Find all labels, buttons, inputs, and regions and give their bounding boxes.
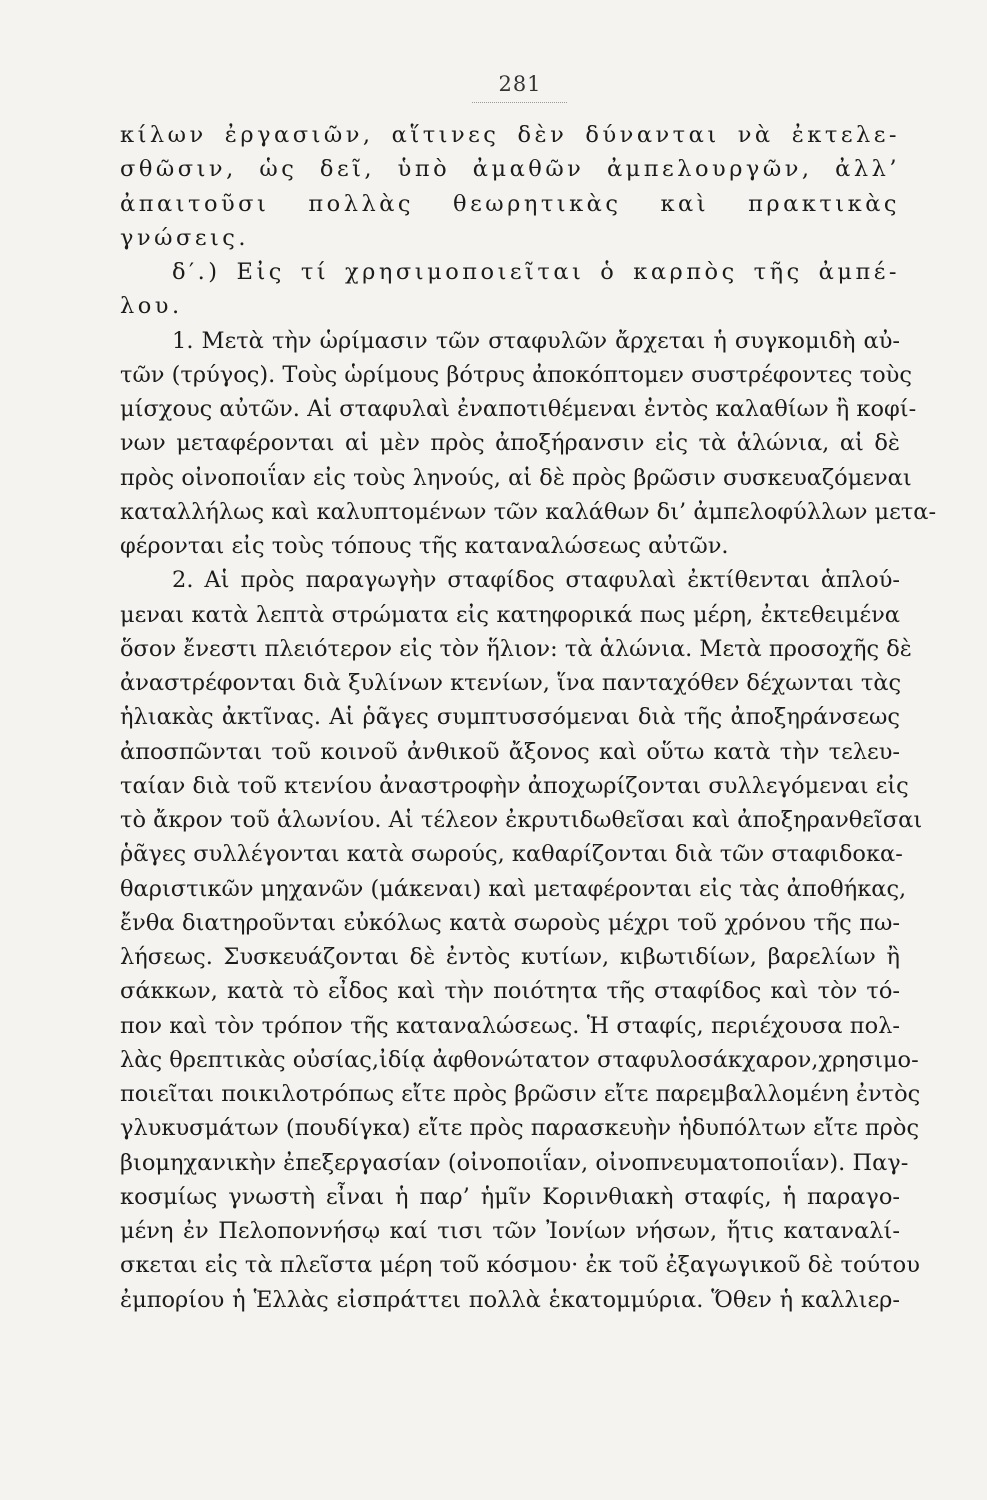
text-line: καταλλήλως καὶ καλυπτομένων τῶν καλάθων δι’ ἀμπελοφύλλων μετα- [120,498,937,525]
text-line: νων μεταφέρονται αἱ μὲν πρὸς ἀποξήρανσιν εἰς τὰ ἁλώνια, αἱ δὲ [120,430,900,457]
text-line: 1. Μετὰ τὴν ὡρίμασιν τῶν σταφυλῶν ἄρχεται ἡ συγκομιδὴ αὐ- [172,327,900,354]
text-line: λὰς θρεπτικὰς οὐσίας,ἰδίᾳ ἀφθονώτατον σταφυλοσάκχαρον,χρησιμο- [120,1046,919,1073]
text-line: σκεται εἰς τὰ πλεῖστα μέρη τοῦ κόσμου· ἐκ τοῦ ἐξαγωγικοῦ δὲ τούτου [120,1252,920,1279]
text-line: κοσμίως γνωστὴ εἶναι ἡ παρ’ ἡμῖν Κορινθιακὴ σταφίς, ἡ παραγο- [120,1183,900,1210]
text-line: μένη ἐν Πελοποννήσῳ καί τισι τῶν Ἰονίων νήσων, ἥτις καταναλί- [120,1218,900,1244]
text-line: σάκκων, κατὰ τὸ εἶδος καὶ τὴν ποιότητα τῆς σταφίδος καὶ τὸν τό- [120,978,900,1005]
page-number-rule [472,102,567,103]
text-line: δ′.) Εἰς τί χρησιμοποιεῖται ὁ καρπὸς τῆς ἀμπέ- [172,259,900,285]
text-line: 2. Αἱ πρὸς παραγωγὴν σταφίδος σταφυλαὶ ἐκτίθενται ἁπλού- [172,567,900,594]
text-line: τὸ ἄκρον τοῦ ἁλωνίου. Αἱ τέλεον ἐκρυτιδωθεῖσαι καὶ ἀποξηρανθεῖσαι [120,807,923,833]
text-line: φέρονται εἰς τοὺς τόπους τῆς καταναλώσεως αὐτῶν. [120,533,729,559]
text-line: γνώσεις. [120,224,250,251]
text-line: ποιεῖται ποικιλοτρόπως εἴτε πρὸς βρῶσιν εἴτε παρεμβαλλομένη ἐντὸς [120,1081,921,1107]
text-line: ἀποσπῶνται τοῦ κοινοῦ ἀνθικοῦ ἄξονος καὶ οὕτω κατὰ τὴν τελευ- [120,738,900,765]
text-line: λήσεως. Συσκευάζονται δὲ ἐντὸς κυτίων, κιβωτιδίων, βαρελίων ἢ [120,944,900,970]
text-line: ῥᾶγες συλλέγονται κατὰ σωρούς, καθαρίζονται διὰ τῶν σταφιδοκα- [120,841,903,868]
text-line: πρὸς οἰνοποιΐαν εἰς τοὺς ληνούς, αἱ δὲ πρὸς βρῶσιν συσκευαζόμεναι [120,464,912,491]
text-line: ἐμπορίου ἡ Ἑλλὰς εἰσπράττει πολλὰ ἑκατομμύρια. Ὅθεν ἡ καλλιερ- [120,1286,900,1313]
text-line: γλυκυσμάτων (πουδίγκα) εἴτε πρὸς παρασκευὴν ἡδυπόλτων εἴτε πρὸς [120,1115,920,1142]
text-line: ἔνθα διατηροῦνται εὐκόλως κατὰ σωροὺς μέχρι τοῦ χρόνου τῆς πω- [120,909,900,936]
page-number: 281 [498,72,542,96]
text-line: σθῶσιν, ὡς δεῖ, ὑπὸ ἀμαθῶν ἀμπελουργῶν, ἀλλ’ [120,156,900,183]
text-line: ταίαν διὰ τοῦ κτενίου ἀναστροφὴν ἀποχωρίζονται συλλεγόμεναι εἰς [120,772,909,799]
text-line: μίσχους αὐτῶν. Αἱ σταφυλαὶ ἐναποτιθέμεναι ἐντὸς καλαθίων ἢ κοφί- [120,396,917,422]
text-line: τῶν (τρύγος). Τοὺς ὡρίμους βότρυς ἀποκόπτομεν συστρέφοντες τοὺς [120,361,912,388]
text-line: κίλων ἐργασιῶν, αἵτινες δὲν δύνανται νὰ ἐκτελε- [120,122,900,148]
text-line: πον καὶ τὸν τρόπον τῆς καταναλώσεως. Ἡ σταφίς, περιέχουσα πολ- [120,1012,900,1039]
text-line: βιομηχανικὴν ἐπεξεργασίαν (οἰνοποιΐαν, οἰνοπνευματοποιΐαν). Παγ- [120,1149,909,1176]
text-line: θαριστικῶν μηχανῶν (μάκεναι) καὶ μεταφέρονται εἰς τὰς ἀποθήκας, [120,875,907,902]
text-line: ἀναστρέφονται διὰ ξυλίνων κτενίων, ἵνα πανταχόθεν δέχωνται τὰς [120,670,902,696]
body-text [120,118,937,1317]
text-line: ἡλιακὰς ἀκτῖνας. Αἱ ῥᾶγες συμπτυσσόμεναι διὰ τῆς ἀποξηράνσεως [120,704,900,731]
text-line: ἀπαιτοῦσι πολλὰς θεωρητικὰς καὶ πρακτικὰς [120,190,900,217]
text-line: λου. [120,293,183,320]
text-line: ὅσον ἔνεστι πλειότερον εἰς τὸν ἥλιον: τὰ ἁλώνια. Μετὰ προσοχῆς δὲ [120,635,912,662]
text-line: μεναι κατὰ λεπτὰ στρώματα εἰς κατηφορικά πως μέρη, ἐκτεθειμένα [120,601,900,628]
